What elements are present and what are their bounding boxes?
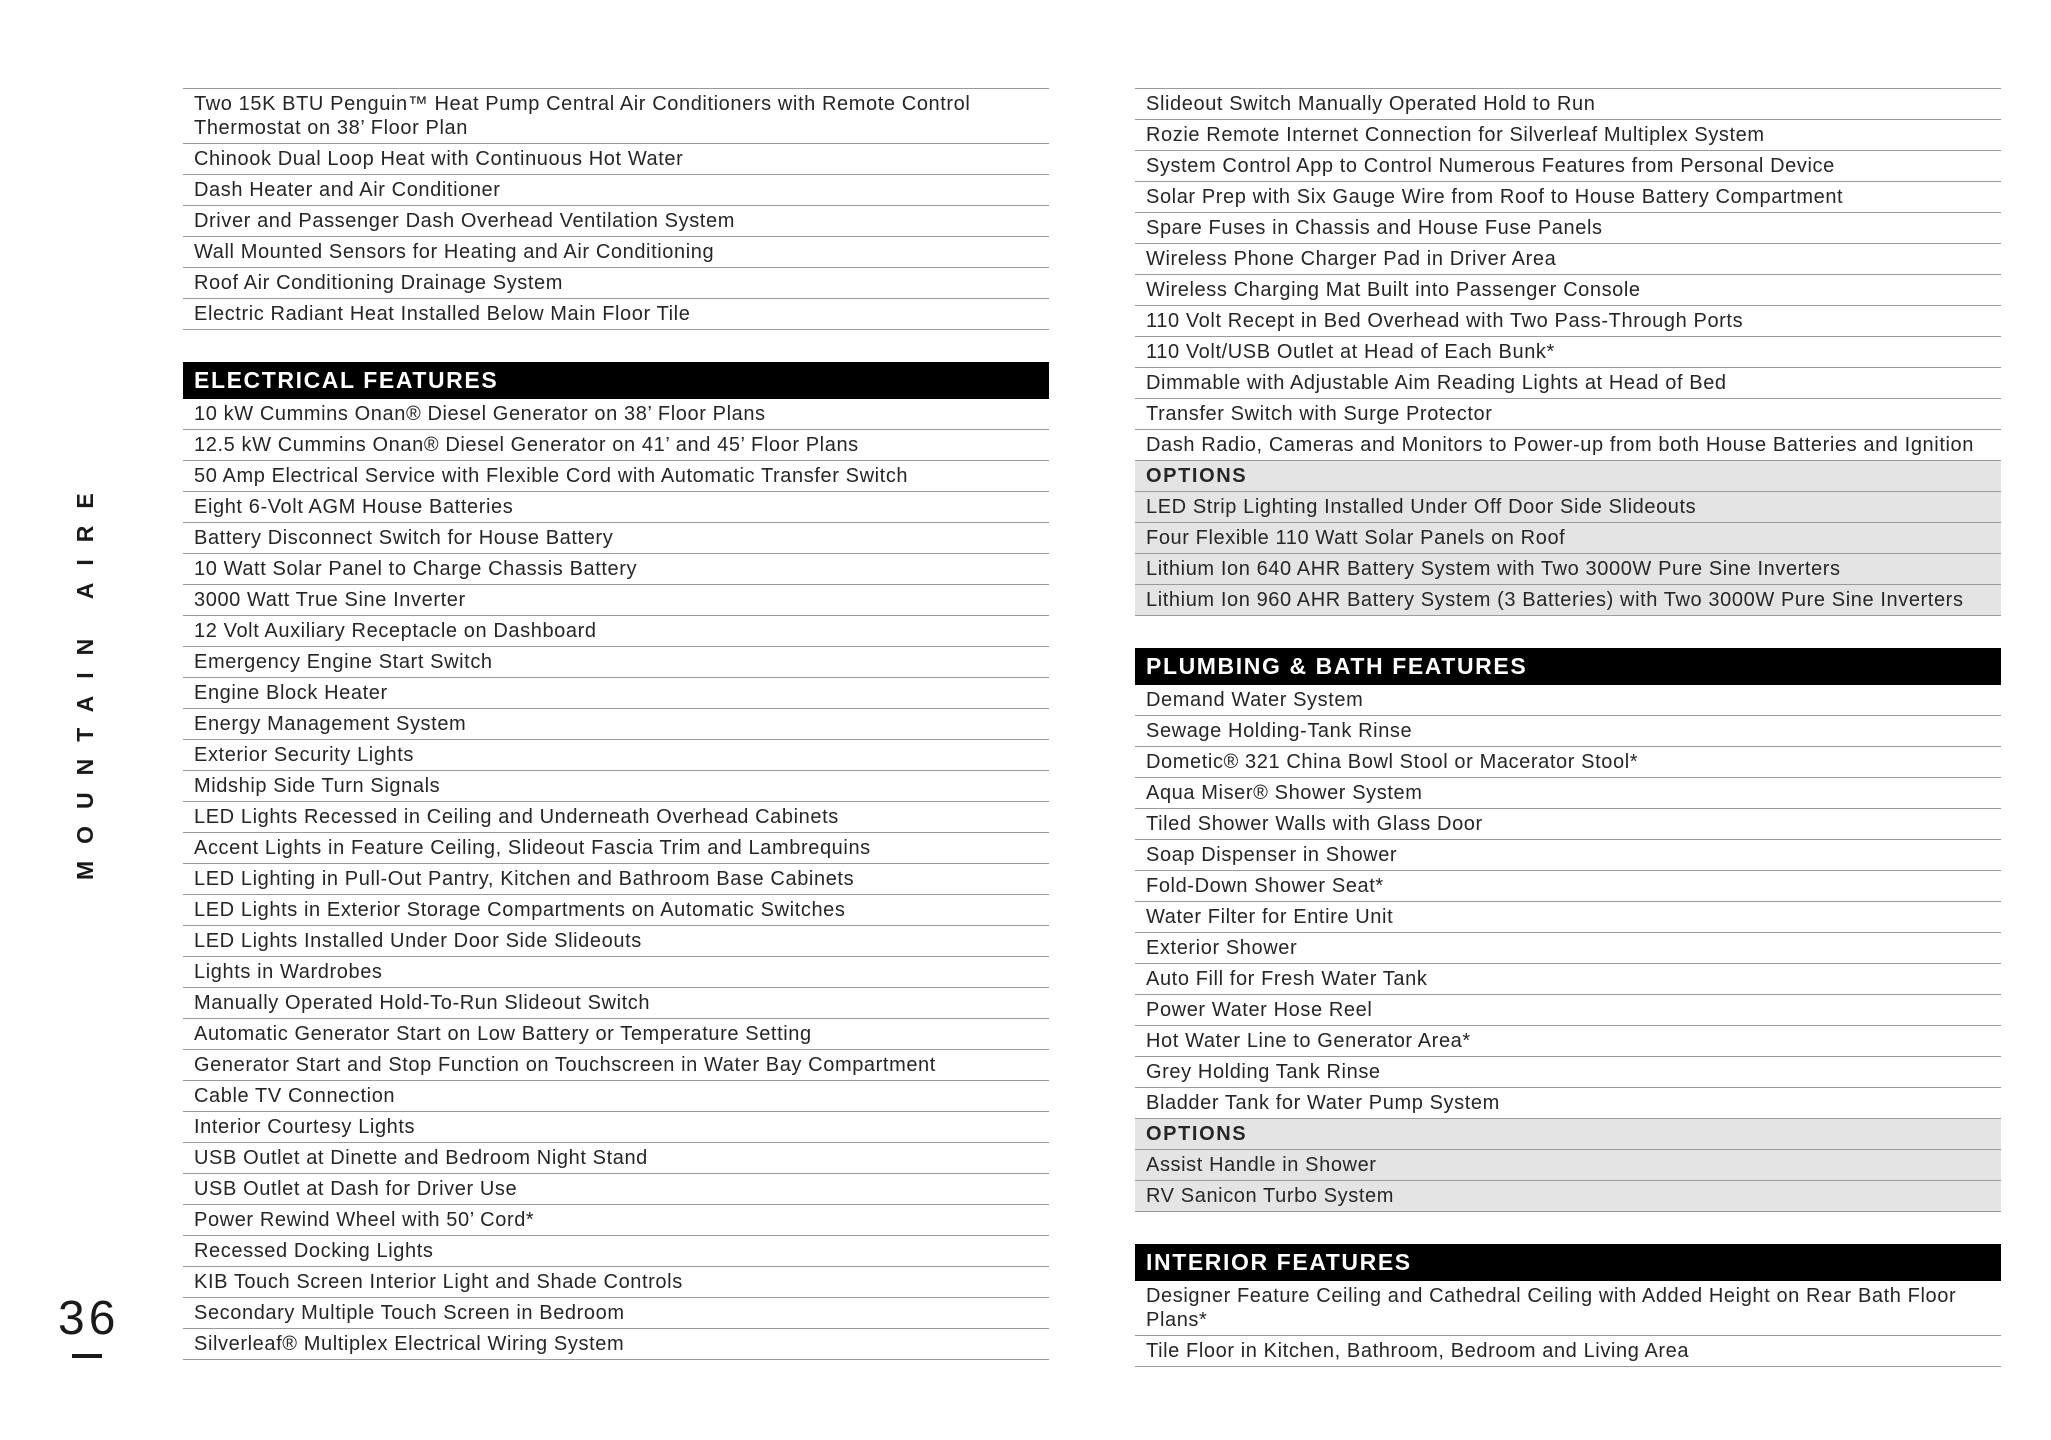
interior-features-list [1135, 1281, 2001, 1367]
list-item: Grey Holding Tank Rinse [1135, 1057, 2001, 1088]
list-item: Fold-Down Shower Seat* [1135, 871, 2001, 902]
electrical-features-section [183, 362, 1049, 1360]
list-item: Dash Heater and Air Conditioner [183, 175, 1049, 206]
option-item: Four Flexible 110 Watt Solar Panels on Roof [1135, 523, 2001, 554]
option-item: LED Strip Lighting Installed Under Off Door Side Slideouts [1135, 492, 2001, 523]
plumbing-features-list [1135, 685, 2001, 1212]
right-column [1135, 88, 2001, 1399]
list-item: Accent Lights in Feature Ceiling, Slideout Fascia Trim and Lambrequins [183, 833, 1049, 864]
list-item: LED Lights Recessed in Ceiling and Underneath Overhead Cabinets [183, 802, 1049, 833]
list-item: Bladder Tank for Water Pump System [1135, 1088, 2001, 1119]
page-number: 36 [58, 1292, 120, 1345]
list-item: 10 Watt Solar Panel to Charge Chassis Battery [183, 554, 1049, 585]
list-item: Energy Management System [183, 709, 1049, 740]
list-item: Chinook Dual Loop Heat with Continuous Hot Water [183, 144, 1049, 175]
page-number-underline [72, 1354, 102, 1358]
list-item: 50 Amp Electrical Service with Flexible Cord with Automatic Transfer Switch [183, 461, 1049, 492]
list-item: 110 Volt Recept in Bed Overhead with Two Pass-Through Ports [1135, 306, 2001, 337]
list-item: Wireless Phone Charger Pad in Driver Area [1135, 244, 2001, 275]
list-item: Designer Feature Ceiling and Cathedral Ceiling with Added Height on Rear Bath Floor Plans* [1135, 1281, 2001, 1336]
list-item: Automatic Generator Start on Low Battery or Temperature Setting [183, 1019, 1049, 1050]
list-item: Water Filter for Entire Unit [1135, 902, 2001, 933]
electrical-features-continued-list [1135, 88, 2001, 616]
list-item: Recessed Docking Lights [183, 1236, 1049, 1267]
list-item: Aqua Miser® Shower System [1135, 778, 2001, 809]
list-item: 3000 Watt True Sine Inverter [183, 585, 1049, 616]
list-item: Lights in Wardrobes [183, 957, 1049, 988]
side-brand-text: MOUNTAIN AIRE [72, 476, 98, 880]
list-item: Dometic® 321 China Bowl Stool or Macerator Stool* [1135, 747, 2001, 778]
options-heading: OPTIONS [1135, 461, 2001, 492]
list-item: Roof Air Conditioning Drainage System [183, 268, 1049, 299]
section-heading: ELECTRICAL FEATURES [183, 362, 1049, 399]
list-item: 12 Volt Auxiliary Receptacle on Dashboard [183, 616, 1049, 647]
list-item: Demand Water System [1135, 685, 2001, 716]
list-item: Tile Floor in Kitchen, Bathroom, Bedroom and Living Area [1135, 1336, 2001, 1367]
list-item: Cable TV Connection [183, 1081, 1049, 1112]
list-item: Silverleaf® Multiplex Electrical Wiring System [183, 1329, 1049, 1360]
option-item: RV Sanicon Turbo System [1135, 1181, 2001, 1212]
list-item: Dash Radio, Cameras and Monitors to Power-up from both House Batteries and Ignition [1135, 430, 2001, 461]
list-item: Tiled Shower Walls with Glass Door [1135, 809, 2001, 840]
list-item: LED Lights in Exterior Storage Compartments on Automatic Switches [183, 895, 1049, 926]
list-item: Driver and Passenger Dash Overhead Ventilation System [183, 206, 1049, 237]
list-item: Eight 6-Volt AGM House Batteries [183, 492, 1049, 523]
list-item: Exterior Shower [1135, 933, 2001, 964]
list-item: Slideout Switch Manually Operated Hold to Run [1135, 89, 2001, 120]
list-item: Interior Courtesy Lights [183, 1112, 1049, 1143]
list-item: Hot Water Line to Generator Area* [1135, 1026, 2001, 1057]
section-heading: PLUMBING & BATH FEATURES [1135, 648, 2001, 685]
list-item: Two 15K BTU Penguin™ Heat Pump Central Air Conditioners with Remote Control Thermostat on 38’ Floor Plan [183, 89, 1049, 144]
list-item: KIB Touch Screen Interior Light and Shade Controls [183, 1267, 1049, 1298]
list-item: 12.5 kW Cummins Onan® Diesel Generator on 41’ and 45’ Floor Plans [183, 430, 1049, 461]
list-item: Power Rewind Wheel with 50’ Cord* [183, 1205, 1049, 1236]
option-item: Assist Handle in Shower [1135, 1150, 2001, 1181]
list-item: System Control App to Control Numerous Features from Personal Device [1135, 151, 2001, 182]
list-item: Battery Disconnect Switch for House Battery [183, 523, 1049, 554]
options-heading: OPTIONS [1135, 1119, 2001, 1150]
list-item: Sewage Holding-Tank Rinse [1135, 716, 2001, 747]
list-item: USB Outlet at Dinette and Bedroom Night Stand [183, 1143, 1049, 1174]
section-heading: INTERIOR FEATURES [1135, 1244, 2001, 1281]
list-item: Secondary Multiple Touch Screen in Bedroom [183, 1298, 1049, 1329]
list-item: Generator Start and Stop Function on Touchscreen in Water Bay Compartment [183, 1050, 1049, 1081]
list-item: Auto Fill for Fresh Water Tank [1135, 964, 2001, 995]
list-item: Power Water Hose Reel [1135, 995, 2001, 1026]
interior-features-section [1135, 1244, 2001, 1367]
climate-features-list [183, 88, 1049, 330]
plumbing-bath-features-section [1135, 648, 2001, 1212]
list-item: LED Lighting in Pull-Out Pantry, Kitchen and Bathroom Base Cabinets [183, 864, 1049, 895]
list-item: LED Lights Installed Under Door Side Slideouts [183, 926, 1049, 957]
list-item: Soap Dispenser in Shower [1135, 840, 2001, 871]
option-item: Lithium Ion 960 AHR Battery System (3 Batteries) with Two 3000W Pure Sine Inverters [1135, 585, 2001, 616]
list-item: Spare Fuses in Chassis and House Fuse Panels [1135, 213, 2001, 244]
list-item: USB Outlet at Dash for Driver Use [183, 1174, 1049, 1205]
list-item: Engine Block Heater [183, 678, 1049, 709]
list-item: Wall Mounted Sensors for Heating and Air Conditioning [183, 237, 1049, 268]
list-item: Midship Side Turn Signals [183, 771, 1049, 802]
electrical-features-list [183, 399, 1049, 1360]
list-item: Solar Prep with Six Gauge Wire from Roof to House Battery Compartment [1135, 182, 2001, 213]
list-item: Wireless Charging Mat Built into Passenger Console [1135, 275, 2001, 306]
list-item: Emergency Engine Start Switch [183, 647, 1049, 678]
list-item: Exterior Security Lights [183, 740, 1049, 771]
list-item: 10 kW Cummins Onan® Diesel Generator on 38’ Floor Plans [183, 399, 1049, 430]
list-item: Transfer Switch with Surge Protector [1135, 399, 2001, 430]
list-item: Manually Operated Hold-To-Run Slideout Switch [183, 988, 1049, 1019]
list-item: Dimmable with Adjustable Aim Reading Lights at Head of Bed [1135, 368, 2001, 399]
left-column [183, 88, 1049, 1392]
option-item: Lithium Ion 640 AHR Battery System with Two 3000W Pure Sine Inverters [1135, 554, 2001, 585]
list-item: Rozie Remote Internet Connection for Silverleaf Multiplex System [1135, 120, 2001, 151]
list-item: Electric Radiant Heat Installed Below Main Floor Tile [183, 299, 1049, 330]
list-item: 110 Volt/USB Outlet at Head of Each Bunk* [1135, 337, 2001, 368]
